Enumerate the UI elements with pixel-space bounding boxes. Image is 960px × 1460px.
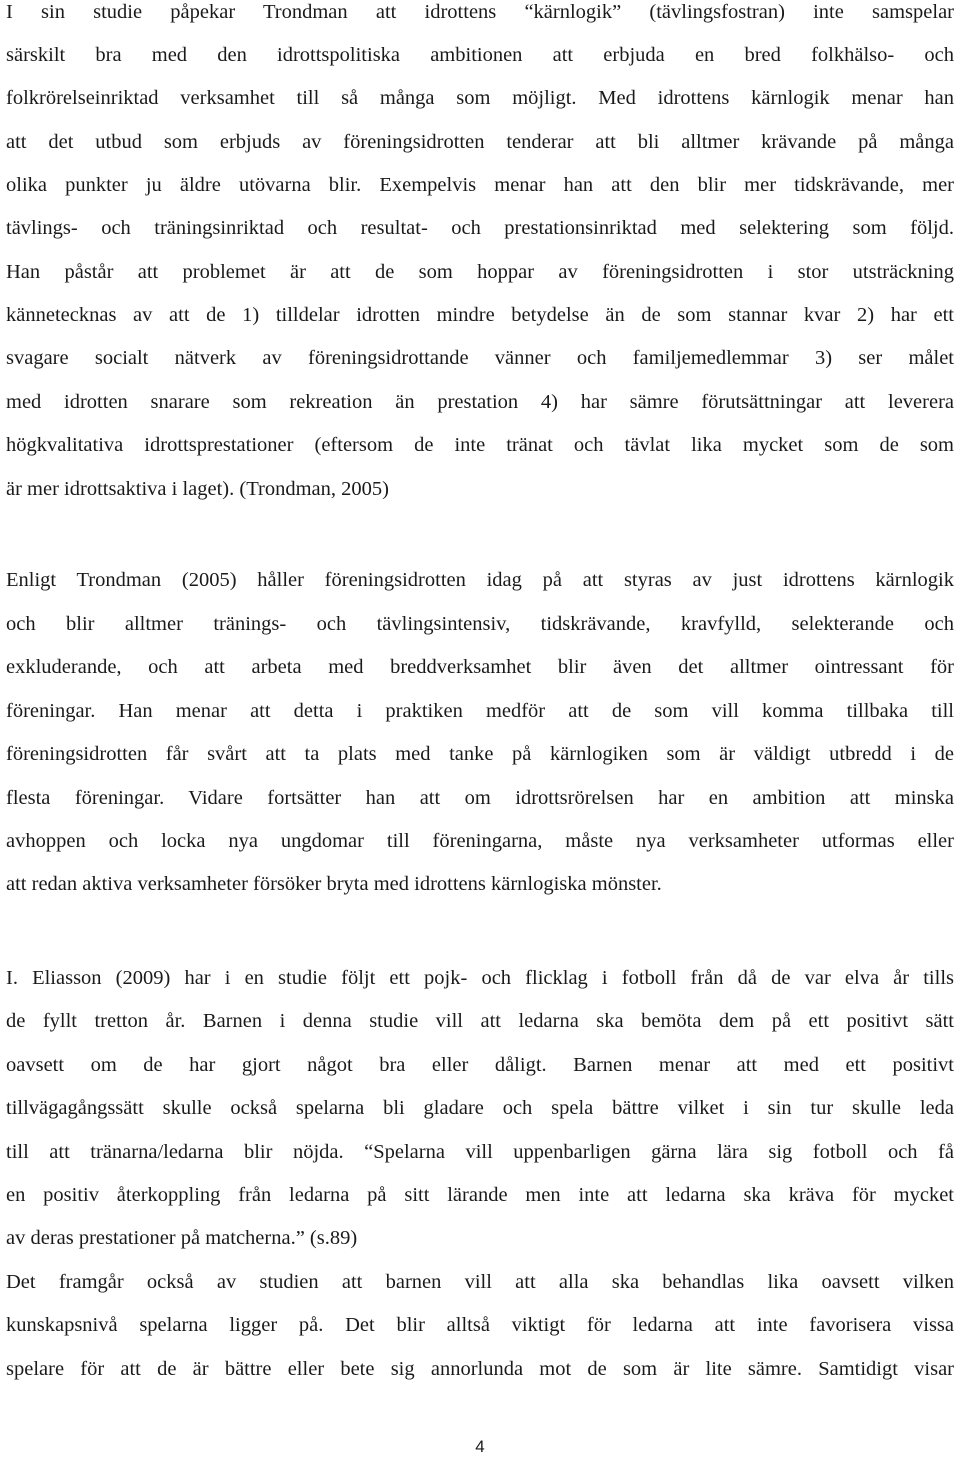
text-line: avhoppen och locka nya ungdomar till föreningarna, måste nya verksamheter utformas eller — [6, 830, 954, 852]
text-line: är mer idrottsaktiva i laget). (Trondman, 2005) — [6, 478, 389, 500]
text-line: svagare socialt nätverk av föreningsidrottande vänner och familjemedlemmar 3) ser målet — [6, 347, 954, 369]
text-line: att redan aktiva verksamheter försöker bryta med idrottens kärnlogiska mönster. — [6, 873, 662, 895]
text-line: exkluderande, och att arbeta med breddverksamhet blir även det alltmer ointressant för — [6, 656, 954, 678]
text-line: kunskapsnivå spelarna ligger på. Det blir alltså viktigt för ledarna att inte favorisera vissa — [6, 1314, 954, 1336]
text-line: kännetecknas av att de 1) tilldelar idrotten mindre betydelse än de som stannar kvar 2) har ett — [6, 304, 954, 326]
text-line: tillvägagångssätt skulle också spelarna bli gladare och spela bättre vilket i sin tur skulle leda — [6, 1097, 954, 1119]
text-line: olika punkter ju äldre utövarna blir. Exempelvis menar han att den blir mer tidskrävande, mer — [6, 174, 954, 196]
text-line: särskilt bra med den idrottspolitiska ambitionen att erbjuda en bred folkhälso- och — [6, 44, 954, 66]
text-line: spelare för att de är bättre eller bete sig annorlunda mot de som är lite sämre. Samtidigt visar — [6, 1358, 954, 1380]
text-line: I sin studie påpekar Trondman att idrottens “kärnlogik” (tävlingsfostran) inte samspelar — [6, 1, 954, 23]
text-line: en positiv återkoppling från ledarna på sitt lärande men inte att ledarna ska kräva för mycket — [6, 1184, 954, 1206]
text-line: tävlings- och träningsinriktad och resultat- och prestationsinriktad med selektering som följd. — [6, 217, 954, 239]
text-line: till att tränarna/ledarna blir nöjda. “Spelarna vill uppenbarligen gärna lära sig fotboll och få — [6, 1141, 954, 1163]
text-line: oavsett om de har gjort något bra eller dåligt. Barnen menar att med ett positivt — [6, 1054, 954, 1076]
text-line: Enligt Trondman (2005) håller föreningsidrotten idag på att styras av just idrottens kärnlogik — [6, 569, 954, 591]
text-line: och blir alltmer tränings- och tävlingsintensiv, tidskrävande, kravfylld, selekterande och — [6, 613, 954, 635]
text-line: föreningsidrotten får svårt att ta plats med tanke på kärnlogiken som är väldigt utbredd i de — [6, 743, 954, 765]
text-line: de fyllt tretton år. Barnen i denna studie vill att ledarna ska bemöta dem på ett positivt sätt — [6, 1010, 954, 1032]
text-line: högkvalitativa idrottsprestationer (eftersom de inte tränat och tävlat lika mycket som de som — [6, 434, 954, 456]
text-line: föreningar. Han menar att detta i praktiken medför att de som vill komma tillbaka till — [6, 700, 954, 722]
text-line: att det utbud som erbjuds av föreningsidrotten tenderar att bli alltmer krävande på många — [6, 131, 954, 153]
page-number: 4 — [475, 1437, 485, 1456]
text-line: Han påstår att problemet är att de som hoppar av föreningsidrotten i stor utsträckning — [6, 261, 954, 283]
text-line: med idrotten snarare som rekreation än prestation 4) har sämre förutsättningar att leverera — [6, 391, 954, 413]
text-line: I. Eliasson (2009) har i en studie följt ett pojk- och flicklag i fotboll från då de var elva år tills — [6, 967, 954, 989]
text-line: flesta föreningar. Vidare fortsätter han att om idrottsrörelsen har en ambition att minska — [6, 787, 954, 809]
text-line: av deras prestationer på matcherna.” (s.89) — [6, 1227, 358, 1249]
text-line: Det framgår också av studien att barnen vill att alla ska behandlas lika oavsett vilken — [6, 1271, 954, 1293]
text-line: folkrörelseinriktad verksamhet till så många som möjligt. Med idrottens kärnlogik menar han — [6, 87, 954, 109]
